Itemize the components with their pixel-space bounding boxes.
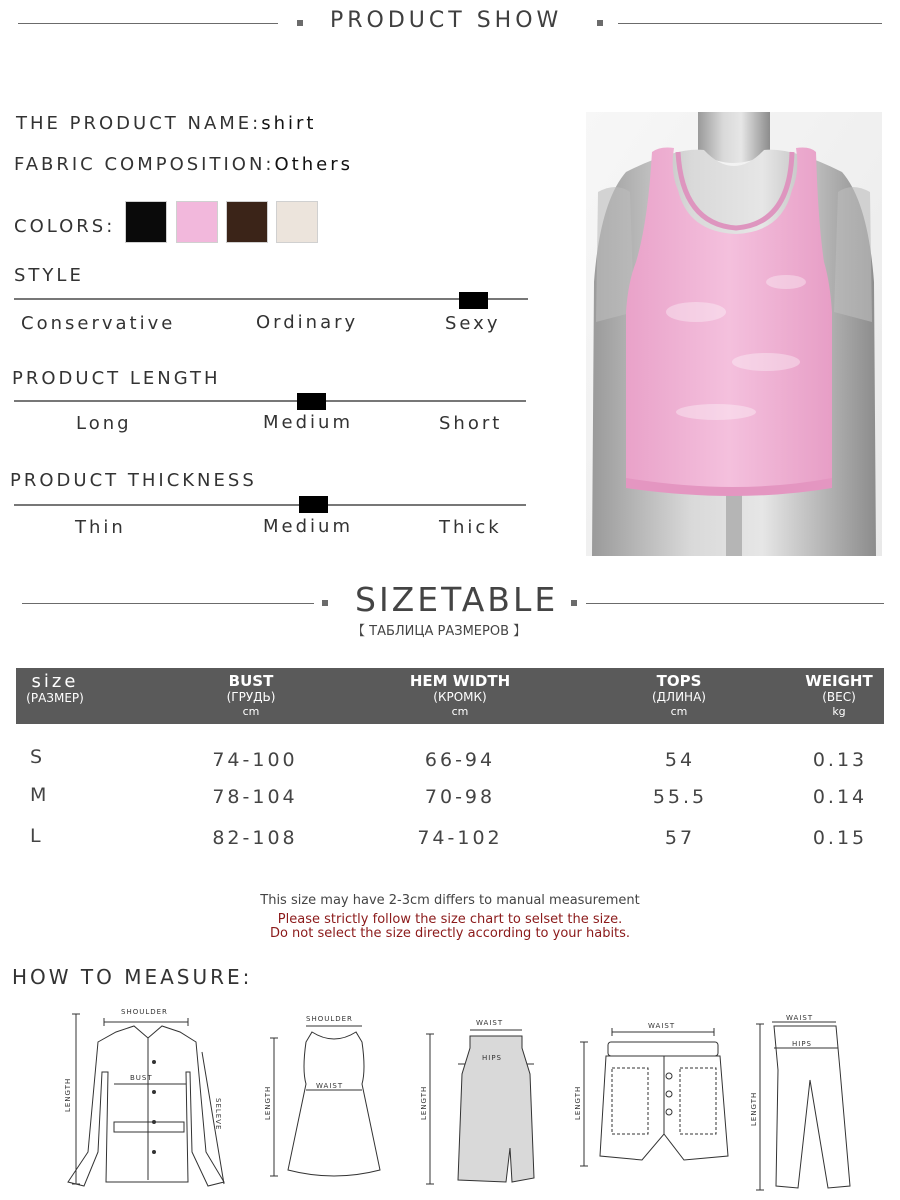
hips-label: HIPS [792,1040,812,1048]
cell-size: M [30,784,50,806]
color-swatch-cream[interactable] [276,201,318,243]
page-title: PRODUCT SHOW [330,8,563,33]
thickness-option-thick: Thick [439,517,502,538]
header-rule-left [18,23,278,24]
waist-label: WAIST [786,1014,814,1022]
color-swatch-brown[interactable] [226,201,268,243]
cell-weight: 0.13 [812,749,868,771]
style-option-ordinary: Ordinary [256,312,359,333]
thickness-scale-track [14,504,526,506]
length-option-long: Long [76,413,132,434]
column-hem-width: HEM WIDTH (КРОМК) cm [409,672,511,718]
length-option-short: Short [439,413,503,434]
sizetable-title: SIZETABLE [355,580,559,619]
pants-measure-diagram [748,1010,868,1196]
shorts-measure-diagram [572,1016,742,1176]
style-label: STYLE [14,265,84,286]
cell-tops: 55.5 [652,786,708,808]
length-option-medium: Medium [263,412,353,433]
shoulder-label: SHOULDER [121,1008,168,1016]
sizetable-rule-left [22,603,314,604]
mannequin-image [586,112,882,556]
cell-bust: 74-100 [212,749,298,771]
cell-bust: 82-108 [212,827,298,849]
cell-weight: 0.14 [812,786,868,808]
column-size: size (РАЗМЕР) [26,671,84,705]
product-name: THE PRODUCT NAME:shirt [16,113,317,134]
fabric-composition: FABRIC COMPOSITION:Others [14,154,353,175]
waist-label: WAIST [648,1022,676,1030]
cell-hem-width: 70-98 [424,786,496,808]
column-tops: TOPS (ДЛИНА) cm [652,672,706,718]
sizetable-rule-right [586,603,884,604]
sleeve-label: SELEVE [214,1098,222,1131]
length-label-dress: LENGTH [264,1085,272,1120]
product-photo [586,112,882,556]
cell-weight: 0.15 [812,827,868,849]
thickness-option-thin: Thin [75,517,126,538]
length-level-marker [297,393,326,410]
style-scale-track [14,298,528,300]
size-table-header [16,668,884,724]
skirt-measure-diagram [418,1014,538,1190]
length-scale-track [14,400,526,402]
note-habits: Do not select the size directly according to your habits. [269,926,631,941]
header-dot-right [597,20,603,26]
how-to-measure-title: HOW TO MEASURE: [12,965,253,989]
sizetable-dot-right [571,600,577,606]
header-dot-left [297,20,303,26]
sizetable-subtitle: 【 ТАБЛИЦА РАЗМЕРОВ 】 [352,624,527,639]
style-option-conservative: Conservative [21,313,176,334]
note-follow-chart: Please strictly follow the size chart to selset the size. [277,912,623,927]
column-bust: BUST (ГРУДЬ) cm [226,672,276,718]
style-level-marker [459,292,488,309]
length-label-pants: LENGTH [750,1091,758,1126]
color-swatch-black[interactable] [125,201,167,243]
waist-label: WAIST [476,1019,504,1027]
cell-hem-width: 66-94 [424,749,496,771]
color-swatch-pink[interactable] [176,201,218,243]
hips-label: HIPS [482,1054,502,1062]
colors-label: COLORS: [14,216,116,237]
thickness-label: PRODUCT THICKNESS [10,470,257,491]
length-label-jacket: LENGTH [64,1077,72,1112]
length-label-shorts: LENGTH [574,1085,582,1120]
note-measurement: This size may have 2-3cm differs to manual measurement [260,893,640,908]
cell-tops: 57 [664,827,696,849]
sizetable-dot-left [322,600,328,606]
jacket-measure-diagram [56,1002,236,1192]
waist-label: WAIST [316,1082,344,1090]
length-label-skirt: LENGTH [420,1085,428,1120]
header-rule-right [618,23,882,24]
cell-bust: 78-104 [212,786,298,808]
style-option-sexy: Sexy [445,313,501,334]
cell-tops: 54 [664,749,696,771]
thickness-level-marker [299,496,328,513]
cell-size: S [30,746,46,768]
length-label: PRODUCT LENGTH [12,368,221,389]
dress-measure-diagram [262,1010,402,1190]
column-weight: WEIGHT (ВЕС) kg [805,672,873,718]
cell-hem-width: 74-102 [417,827,503,849]
thickness-option-medium: Medium [263,516,353,537]
cell-size: L [30,825,44,847]
shoulder-label: SHOULDER [306,1015,353,1023]
bust-label: BUST [130,1074,153,1082]
